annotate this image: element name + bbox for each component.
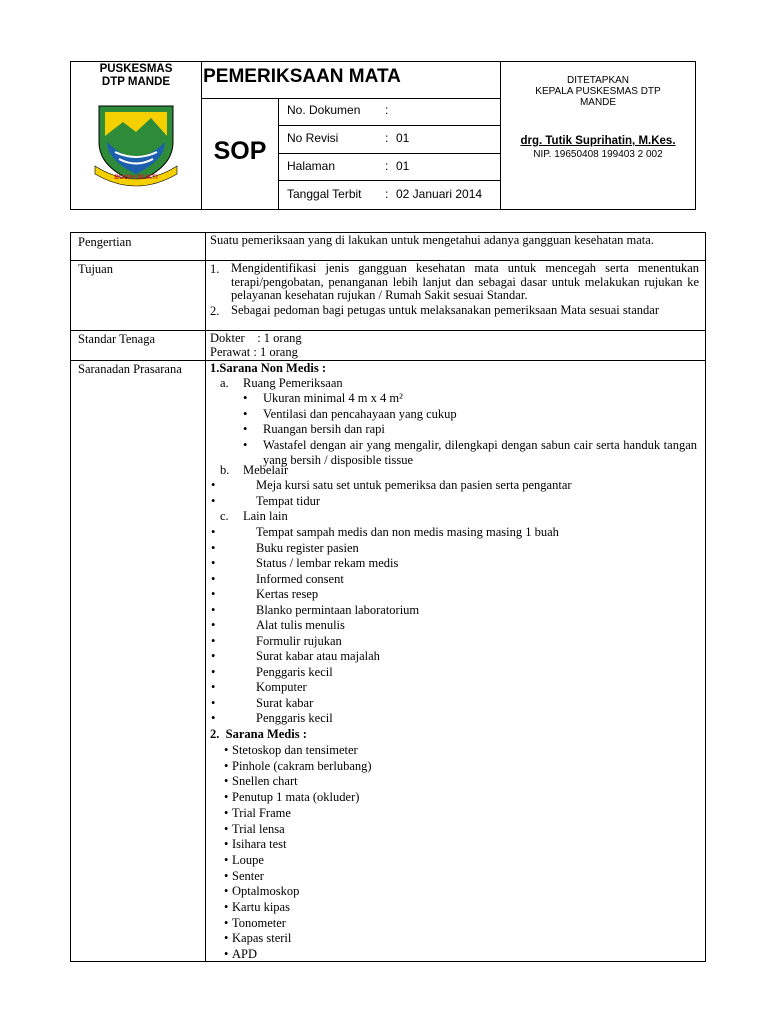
bullet-icon <box>224 853 228 869</box>
list-item-text: Tonometer <box>232 915 286 930</box>
list-item-text: Kertas resep <box>256 587 319 601</box>
bullet-icon <box>211 478 215 494</box>
list-item-text: Penutup 1 mata (okluder) <box>232 790 360 805</box>
field-value-no-revisi: 01 <box>396 131 410 145</box>
approval-line-2: KEPALA PUSKESMAS DTP <box>535 86 661 97</box>
lain-title: Lain lain <box>243 509 288 523</box>
sop-header-table <box>70 61 696 210</box>
list-item-text: Penggaris kecil <box>256 711 333 725</box>
bullet-icon <box>243 422 247 438</box>
bullet-icon <box>211 649 215 665</box>
bullet-icon <box>224 900 228 916</box>
list-item-text: Buku register pasien <box>256 540 359 555</box>
mebelair-title: Mebelair <box>243 463 289 477</box>
document-title: PEMERIKSAAN MATA <box>203 66 401 87</box>
field-value-tanggal-terbit: 02 Januari 2014 <box>396 187 483 201</box>
signer-nip: NIP. 19650408 199403 2 002 <box>533 149 663 160</box>
list-item-text: APD <box>232 947 258 962</box>
bullet-icon <box>211 572 215 588</box>
signer-name: drg. Tutik Suprihatin, M.Kes. <box>520 135 676 147</box>
bullet-icon <box>211 711 215 727</box>
logo-banner-text: BUGIH MUKTI <box>114 174 158 181</box>
bullet-icon <box>224 822 228 838</box>
bullet-icon <box>243 407 247 423</box>
list-item-text: Formulir rujukan <box>256 633 342 648</box>
list-item-text: Informed consent <box>256 571 344 586</box>
list-item-text: Tempat sampah medis dan non medis masing masing 1 buah <box>256 525 559 539</box>
bullet-icon <box>211 680 215 696</box>
field-colon: : <box>385 187 389 201</box>
tujuan-text-2: Sebagai pedoman bagi petugas untuk melaksanakan pemeriksaan Mata sesuai standar <box>231 303 659 317</box>
list-item-text: Blanko permintaan laboratorium <box>256 602 420 617</box>
lain-letter: c. <box>220 509 229 523</box>
sop-label: SOP <box>213 137 267 165</box>
bullet-icon <box>224 806 228 822</box>
list-item-text: Wastafel dengan air yang mengalir, dilengkapi dengan sabun cair serta handuk tangan yang bersih / disposible tissue <box>263 437 697 467</box>
sarana-non-medis-title: 1.Sarana Non Medis : <box>210 361 326 375</box>
bullet-icon <box>211 525 215 541</box>
bullet-icon <box>211 541 215 557</box>
bullet-icon <box>211 696 215 712</box>
approval-line-3: MANDE <box>579 97 617 108</box>
list-item-text: Alat tulis menulis <box>256 618 345 632</box>
field-label-halaman: Halaman <box>287 159 336 173</box>
list-item-text: Tempat tidur <box>256 493 321 508</box>
bullet-icon <box>224 837 228 853</box>
list-item-text: Status / lembar rekam medis <box>256 556 399 570</box>
list-item-text: Komputer <box>256 680 307 694</box>
bullet-icon <box>211 556 215 572</box>
bullet-icon <box>243 438 247 454</box>
list-item-text: Ventilasi dan pencahayaan yang cukup <box>263 406 457 421</box>
list-item-text: Loupe <box>232 852 264 867</box>
bullet-icon <box>211 618 215 634</box>
field-value-halaman: 01 <box>396 159 410 173</box>
list-item-text: Surat kabar atau majalah <box>256 649 380 663</box>
bullet-icon <box>224 916 228 932</box>
field-label-no-dokumen: No. Dokumen <box>287 103 361 117</box>
tujuan-number-1: 1. <box>210 262 220 276</box>
puskesmas-logo-emblem <box>93 102 179 188</box>
list-item-text: Kapas steril <box>232 931 292 946</box>
bullet-icon <box>224 884 228 900</box>
label-sarana-prasarana: Saranadan Prasarana <box>78 362 182 376</box>
label-pengertian: Pengertian <box>78 235 132 249</box>
bullet-icon <box>224 931 228 947</box>
bullet-icon <box>224 774 228 790</box>
list-item-text: Snellen chart <box>232 774 298 789</box>
list-item-text: Optalmoskop <box>232 884 300 899</box>
bullet-icon <box>211 494 215 510</box>
organization-name <box>71 62 201 89</box>
label-tujuan: Tujuan <box>78 262 113 276</box>
mebelair-letter: b. <box>220 463 230 477</box>
list-item-text: Trial Frame <box>232 805 291 820</box>
tujuan-number-2: 2. <box>210 304 220 318</box>
pengertian-text: Suatu pemeriksaan yang di lakukan untuk mengetahui adanya gangguan kesehatan mata. <box>210 233 654 247</box>
list-item-text: Ruangan bersih dan rapi <box>263 422 385 436</box>
field-colon: : <box>385 159 389 173</box>
ruang-title: Ruang Pemeriksaan <box>243 376 343 390</box>
bullet-icon <box>211 603 215 619</box>
bullet-icon <box>211 634 215 650</box>
bullet-icon <box>211 587 215 603</box>
list-item-text: Trial lensa <box>232 821 285 836</box>
org-line-1: PUSKESMAS <box>99 63 173 75</box>
tenaga-perawat: Perawat : 1 orang <box>210 345 298 359</box>
list-item-text: Surat kabar <box>256 695 314 710</box>
field-colon: : <box>385 103 389 117</box>
list-item-text: Penggaris kecil <box>256 664 333 679</box>
bullet-icon <box>211 665 215 681</box>
approval-line-1: DITETAPKAN <box>566 75 630 86</box>
list-item-text: Pinhole (cakram berlubang) <box>232 758 372 773</box>
list-item-text: Stetoskop dan tensimeter <box>232 743 358 757</box>
bullet-icon <box>224 759 228 775</box>
bullet-icon <box>224 947 228 963</box>
bullet-icon <box>224 790 228 806</box>
bullet-icon <box>224 869 228 885</box>
tujuan-text-1: Mengidentifikasi jenis gangguan kesehatan mata untuk mencegah serta menentukan terapi/pengobatan, penanganan lebih lanjut dan sebagai dasar untuk melakukan rujukan ke pelayanan kesehatan rujukan / Rumah Sakit sesuai Standar. <box>231 261 699 302</box>
bullet-icon <box>243 391 247 407</box>
list-item-text: Kartu kipas <box>232 900 290 914</box>
field-colon: : <box>385 131 389 145</box>
list-item-text: Ukuran minimal 4 m x 4 m² <box>263 391 403 405</box>
list-item-text: Meja kursi satu set untuk pemeriksa dan pasien serta pengantar <box>256 478 572 492</box>
list-item-text: Isihara test <box>232 837 287 852</box>
bullet-icon <box>224 743 228 759</box>
org-line-2: DTP MANDE <box>101 76 171 88</box>
field-label-no-revisi: No Revisi <box>287 131 339 145</box>
list-item-text: Senter <box>232 868 264 883</box>
sarana-medis-title: 2. Sarana Medis : <box>210 727 307 741</box>
ruang-letter: a. <box>220 376 229 390</box>
tenaga-dokter: Dokter : 1 orang <box>210 331 302 345</box>
label-standar-tenaga: Standar Tenaga <box>78 332 155 346</box>
field-label-tanggal-terbit: Tanggal Terbit <box>287 187 362 201</box>
sop-content-table <box>70 232 706 962</box>
